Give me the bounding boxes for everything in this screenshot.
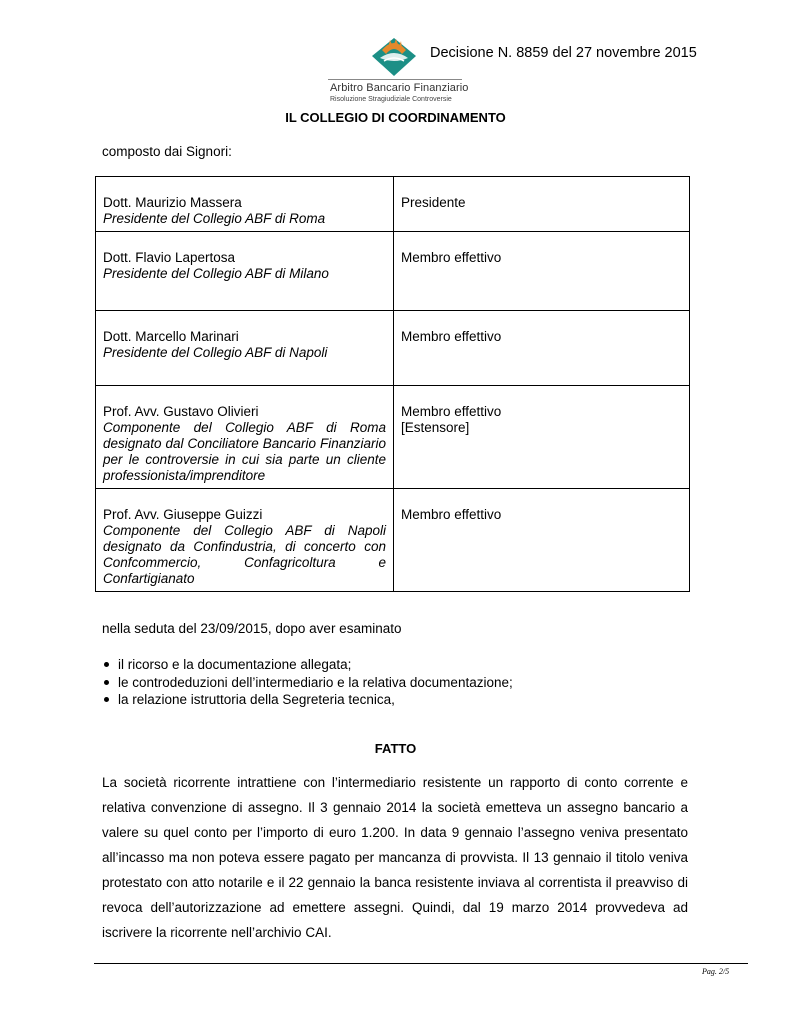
intro-text: composto dai Signori: (102, 144, 232, 159)
member-name: Dott. Maurizio Massera (103, 195, 242, 210)
members-table (95, 176, 690, 592)
list-item-text: il ricorso e la documentazione allegata; (118, 657, 352, 672)
decision-number: Decisione N. 8859 del 27 novembre 2015 (430, 45, 697, 61)
role-cell (394, 311, 690, 386)
member-cell (96, 386, 394, 489)
role-cell (394, 177, 690, 232)
role-cell (394, 386, 690, 489)
college-title: IL COLLEGIO DI COORDINAMENTO (285, 110, 506, 125)
member-role: Membro effettivo (401, 250, 502, 265)
member-role: Membro effettivo (401, 507, 502, 522)
member-cell (96, 177, 394, 232)
seduta-text: nella seduta del 23/09/2015, dopo aver esaminato (102, 621, 402, 636)
bullet-icon (104, 662, 109, 667)
abf-emblem-icon (368, 34, 420, 78)
member-role: Membro effettivo (401, 404, 502, 419)
role-cell (394, 232, 690, 311)
member-name: Dott. Flavio Lapertosa (103, 250, 236, 265)
list-item (102, 656, 513, 674)
table-row (96, 386, 690, 489)
member-name: Prof. Avv. Gustavo Olivieri (103, 404, 259, 419)
fatto-heading: FATTO (374, 741, 417, 756)
footer-divider (94, 963, 748, 964)
member-description: Componente del Collegio ABF di Napoli designato da Confindustria, di concerto con Confcommercio, Confagricoltura e Confartigianato (103, 523, 386, 586)
member-role: Membro effettivo (401, 329, 502, 344)
list-item (102, 674, 513, 692)
logo-subtitle: Risoluzione Stragiudiziale Controversie (330, 96, 452, 103)
member-cell (96, 232, 394, 311)
examined-list (102, 656, 513, 709)
fatto-paragraph: La società ricorrente intrattiene con l’intermediario resistente un rapporto di conto corrente e relativa convenzione di assegno. Il 3 gennaio 2014 la società emetteva un assegno bancario a valere su quel conto per l’importo di euro 1.200. In data 9 gennaio l’assegno veniva presentato all’incasso ma non poteva essere pagato per mancanza di provvista. Il 13 gennaio il titolo veniva protestato con atto notarile e il 22 gennaio la banca resistente inviava al correntista il preavviso di revoca dell’autorizzazione ad emettere assegni. Quindi, dal 19 marzo 2014 provvedeva ad iscrivere la ricorrente nell’archivio CAI. (102, 775, 688, 940)
member-description: Presidente del Collegio ABF di Milano (103, 266, 329, 281)
member-cell (96, 489, 394, 592)
member-description: Presidente del Collegio ABF di Roma (103, 211, 326, 226)
member-role-extra: [Estensore] (401, 420, 470, 435)
table-row (96, 177, 690, 232)
role-cell (394, 489, 690, 592)
page-number: Pag. 2/5 (702, 967, 730, 976)
logo-divider (328, 79, 462, 80)
logo-name: Arbitro Bancario Finanziario (330, 82, 469, 94)
bullet-icon (104, 697, 109, 702)
member-description: Componente del Collegio ABF di Roma designato dal Conciliatore Bancario Finanziario per le controversie in cui sia parte un cliente professionista/imprenditore (103, 420, 386, 483)
table-row (96, 232, 690, 311)
member-name: Dott. Marcello Marinari (103, 329, 239, 344)
table-row (96, 311, 690, 386)
member-description: Presidente del Collegio ABF di Napoli (103, 345, 328, 360)
member-name: Prof. Avv. Giuseppe Guizzi (103, 507, 263, 522)
table-row (96, 489, 690, 592)
list-item-text: la relazione istruttoria della Segreteria tecnica, (118, 692, 395, 707)
member-role: Presidente (401, 195, 466, 210)
list-item-text: le controdeduzioni dell’intermediario e la relativa documentazione; (118, 674, 513, 690)
list-item (102, 691, 513, 709)
member-cell (96, 311, 394, 386)
bullet-icon (104, 680, 109, 685)
